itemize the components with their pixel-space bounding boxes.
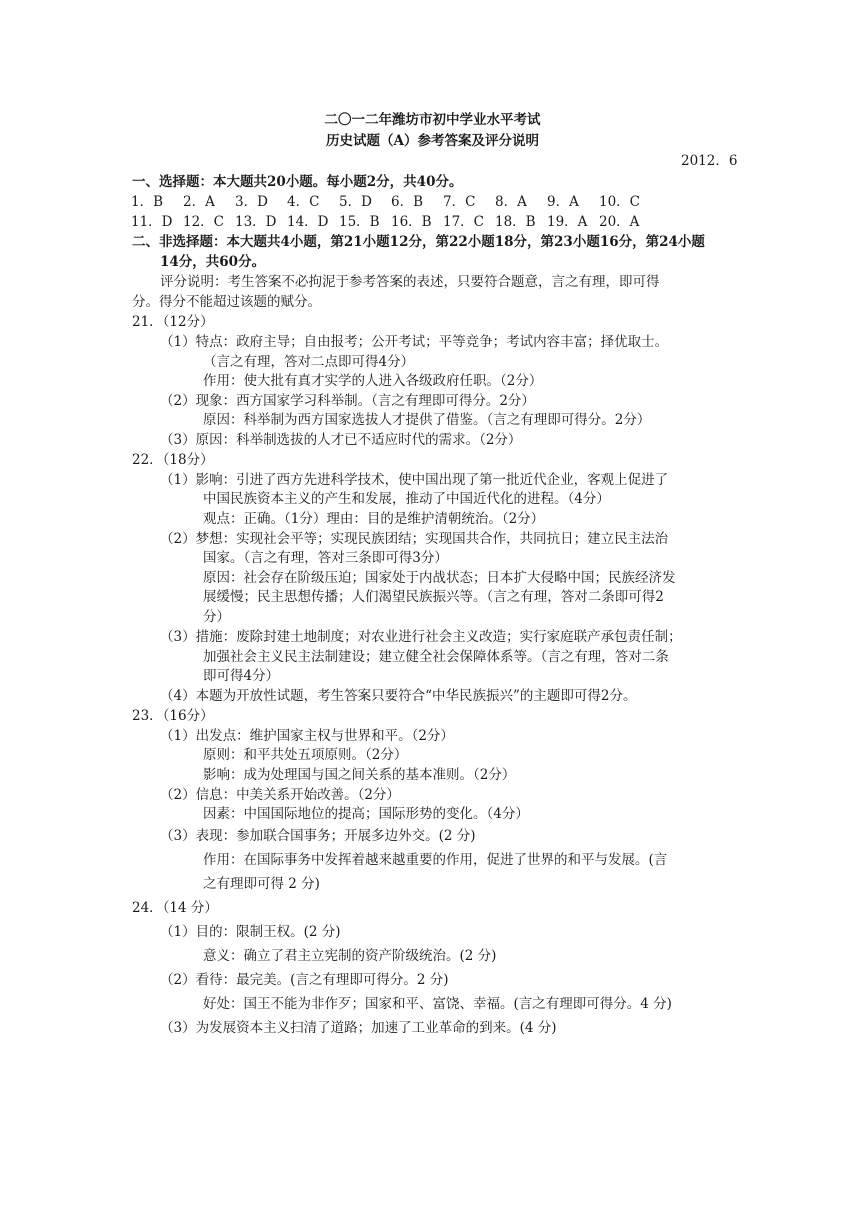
q24-line: （2）看待：最完美。(言之有理即可得分。2 分) [160, 972, 449, 988]
q21-line: 作用：使大批有真才实学的人进入各级政府任职。（2分） [203, 373, 543, 389]
q22-line: 分） [203, 609, 230, 625]
q22-line: （4）本题为开放性试题，考生答案只要符合“中华民族振兴”的主题即可得2分。 [160, 688, 637, 704]
mc-answer: 3．D [235, 194, 268, 210]
q21-line: （3）原因：科举制选拔的人才已不适应时代的需求。（2分） [160, 432, 522, 448]
q21-line: 原因：科举制为西方国家选拔人才提供了借鉴。（言之有理即可得分。2分） [203, 412, 651, 428]
scoring-note: 评分说明：考生答案不必拘泥于参考答案的表述，只要符合题意，言之有理，即可得 [160, 274, 660, 290]
q23-line: （1）出发点：维护国家主权与世界和平。（2分） [160, 728, 454, 744]
mc-answer: 18．B [495, 214, 536, 230]
q22-line: 国家。（言之有理，答对三条即可得3分） [203, 550, 448, 566]
q24-line: （1）目的：限制王权。(2 分) [160, 924, 341, 940]
q23-line: （2）信息：中美关系开始改善。（2分） [160, 787, 400, 803]
q22-line: （3）措施：废除封建土地制度；对农业进行社会主义改造；实行家庭联产承包责任制； [160, 629, 682, 645]
q22-line: 即可得4分） [203, 668, 280, 684]
q23-line: （3）表现：参加联合国事务；开展多边外交。(2 分) [160, 828, 476, 844]
section2-heading: 二、非选择题：本大题共4小题，第21小题12分，第22小题18分，第23小题16分，第24小题 [132, 234, 705, 250]
scoring-note-cont: 分。得分不能超过该题的赋分。 [132, 294, 321, 310]
q22-line: 观点：正确。（1分）理由：目的是维护清朝统治。（2分） [203, 511, 545, 527]
mc-answer: 20．A [599, 214, 640, 230]
q22-line: 中国民族资本主义的产生和发展，推动了中国近代化的进程。（4分） [203, 491, 610, 507]
mc-answers-row-2 [131, 212, 659, 232]
section2-heading-cont: 14分，共60分。 [160, 254, 266, 270]
q24-line: 好处：国王不能为非作歹；国家和平、富饶、幸福。(言之有理即可得分。4 分) [203, 996, 672, 1012]
q21-line: （1）特点：政府主导；自由报考；公开考试；平等竞争；考试内容丰富；择优取士。 [160, 334, 669, 350]
mc-answer: 12．C [183, 214, 225, 230]
section1-heading: 一、选择题：本大题共20小题。每小题2分，共40分。 [132, 174, 463, 190]
mc-answers-row-1 [131, 192, 659, 212]
mc-answer: 8．A [495, 194, 527, 210]
mc-answer: 9．A [547, 194, 579, 210]
mc-answer: 13．D [235, 214, 277, 230]
q22-header: 22．（18分） [132, 452, 214, 468]
q21-line: （2）现象：西方国家学习科举制。（言之有理即可得分。2分） [160, 393, 535, 409]
mc-answer: 4．C [287, 194, 320, 210]
q24-line: 意义：确立了君主立宪制的资产阶级统治。(2 分) [203, 948, 497, 964]
q22-line: 加强社会主义民主法制建设；建立健全社会保障体系等。（言之有理，答对二条 [203, 649, 669, 665]
mc-answer: 16．B [391, 214, 432, 230]
mc-answer: 5．D [339, 194, 372, 210]
q22-line: （1）影响：引进了西方先进科学技术，使中国出现了第一批近代企业，客观上促进了 [160, 472, 669, 488]
mc-answer: 2．A [183, 194, 215, 210]
q23-header: 23．（16分） [132, 708, 214, 724]
page-subtitle: 历史试题（A）参考答案及评分说明 [326, 133, 539, 149]
mc-answer: 7．C [443, 194, 476, 210]
document-date: 2012．6 [681, 153, 738, 169]
q21-header: 21．（12分） [132, 314, 214, 330]
mc-answer: 17．C [443, 214, 485, 230]
mc-answer: 6．B [391, 194, 424, 210]
q22-line: （2）梦想：实现社会平等；实现民族团结；实现国共合作，共同抗日；建立民主法治 [160, 531, 669, 547]
q24-line: （3）为发展资本主义扫清了道路；加速了工业革命的到来。(4 分) [160, 1020, 557, 1036]
q21-line: （言之有理，答对二点即可得4分） [203, 354, 415, 370]
mc-answer: 19．A [547, 214, 588, 230]
q22-line: 原因：社会存在阶级压迫；国家处于内战状态；日本扩大侵略中国；民族经济发 [203, 570, 676, 586]
mc-answer: 14．D [287, 214, 329, 230]
mc-answer: 1．B [131, 194, 164, 210]
q23-line: 原则：和平共处五项原则。（2分） [203, 747, 408, 763]
q24-header: 24．（14 分） [132, 900, 218, 916]
mc-answer: 10．C [599, 194, 641, 210]
q23-line: 因素：中国国际地位的提高；国际形势的变化。（4分） [203, 806, 529, 822]
page-title: 二〇一二年潍坊市初中学业水平考试 [324, 112, 541, 128]
mc-answer: 11．D [131, 214, 173, 230]
q23-line: 之有理即可得 2 分) [203, 876, 320, 892]
q23-line: 作用：在国际事务中发挥着越来越重要的作用，促进了世界的和平与发展。(言 [203, 852, 668, 868]
q22-line: 展缓慢；民主思想传播；人们渴望民族振兴等。（言之有理，答对二条即可得2 [203, 589, 664, 605]
q23-line: 影响：成为处理国与国之间关系的基本准则。（2分） [203, 767, 516, 783]
mc-answer: 15．B [339, 214, 380, 230]
